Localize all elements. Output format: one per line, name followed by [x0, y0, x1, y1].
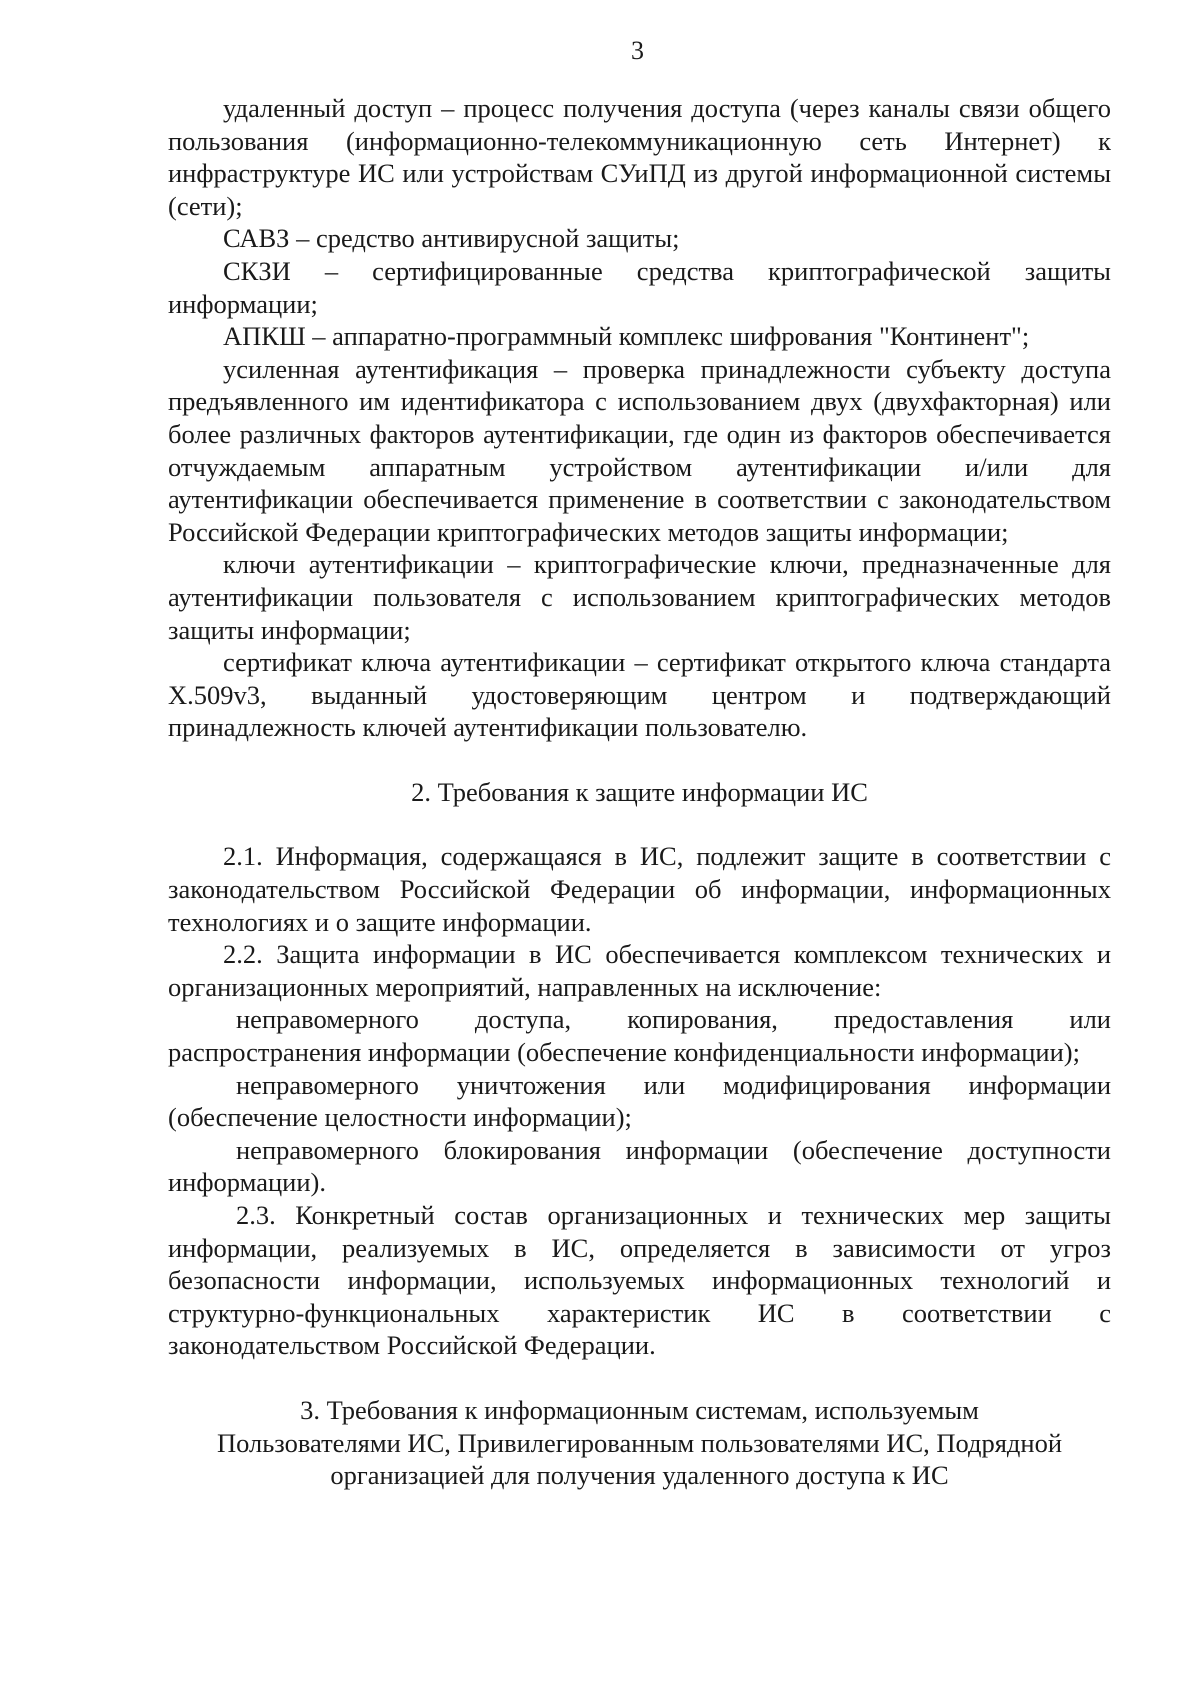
definition-strong-authentication: усиленная аутентификация – проверка принадлежности субъекту доступа предъявленного им идентификатора с использованием двух (двухфакторная) или более различных факторов аутентификации, где один из факторов обеспечивается отчуждаемым аппаратным устройством аутентификации и/или для аутентификации обеспечивается применение в соответствии с законодательством Российской Федерации криптографических методов защиты информации;	[168, 353, 1111, 547]
clause-2-2: 2.2. Защита информации в ИС обеспечивается комплексом технических и организационных мероприятий, направленных на исключение:	[168, 939, 1111, 1002]
clause-2-2-item-confidentiality: неправомерного доступа, копирования, предоставления или распространения информации (обеспечение конфиденциальности информации);	[168, 1004, 1111, 1068]
section-3-heading	[168, 1394, 1111, 1492]
definition-authentication-keys: ключи аутентификации – криптографические ключи, предназначенные для аутентификации пользователя с использованием криптографических методов защиты информации;	[168, 549, 1111, 645]
page-number: 3	[631, 36, 644, 65]
clause-2-2-item-availability: неправомерного блокирования информации (обеспечение доступности информации).	[168, 1134, 1111, 1198]
clause-2-2-item-integrity: неправомерного уничтожения или модифицирования информации (обеспечение целостности информации);	[168, 1069, 1111, 1133]
section-3-heading-line-1: 3. Требования к информационным системам, используемым	[300, 1394, 979, 1425]
definition-savz: САВЗ – средство антивирусной защиты;	[223, 223, 680, 254]
section-3-heading-line-2: Пользователями ИС, Привилегированным пользователями ИС, Подрядной	[216, 1427, 1063, 1458]
definition-skzi: СКЗИ – сертифицированные средства криптографической защиты информации;	[168, 255, 1111, 319]
document-body	[168, 92, 1111, 1492]
section-2-heading: 2. Требования к защите информации ИС	[411, 776, 868, 807]
definition-apksh: АПКШ – аппаратно-программный комплекс шифрования "Континент";	[223, 321, 1030, 352]
clause-2-3: 2.3. Конкретный состав организационных и технических мер защиты информации, реализуемых в ИС, определяется в зависимости от угроз безопасности информации, используемых информационных технологий и структурно-функциональных характеристик ИС в соответствии с законодательством Российской Федерации.	[168, 1200, 1111, 1361]
definition-remote-access: удаленный доступ – процесс получения доступа (через каналы связи общего пользования (информационно-телекоммуникационную сеть Интернет) к инфраструктуре ИС или устройствам СУиПД из другой информационной системы (сети);	[168, 93, 1111, 221]
definition-key-certificate: сертификат ключа аутентификации – сертификат открытого ключа стандарта X.509v3, выданный удостоверяющим центром и подтверждающий принадлежность ключей аутентификации пользователю.	[168, 647, 1111, 743]
section-3-heading-line-3: организацией для получения удаленного доступа к ИС	[330, 1460, 949, 1491]
clause-2-1: 2.1. Информация, содержащаяся в ИС, подлежит защите в соответствии с законодательством Российской Федерации об информации, информационных технологиях и о защите информации.	[168, 841, 1111, 937]
